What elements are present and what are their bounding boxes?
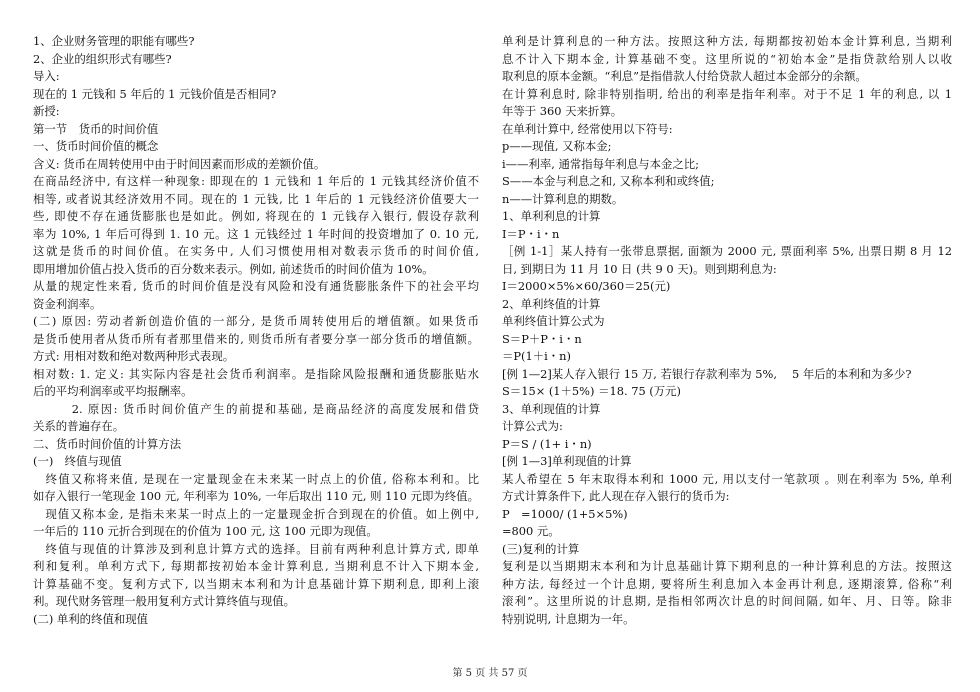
text-line: =800 元。 [502, 524, 560, 538]
text-line: S＝15× (1＋5%) ＝18. 75 (万元) [502, 384, 681, 398]
text-line: 相等, 或者说其经济效用不同。现在的 1 元钱, 比 1 年后的 1 元钱经济价值要大一 [33, 191, 479, 206]
text-line: 如存入银行一笔现金 100 元, 年利率为 10%, 一年后取出 110 元, 则 110 元即为终值。 [33, 489, 479, 503]
text-line: 取利息的原本金额。“利息”是指借款人付给贷款人超过本金部分的余额。 [502, 69, 867, 83]
text-line: 1、单利利息的计算 [502, 209, 601, 223]
text-line: 日, 到期日为 11 月 10 日 (共 9 0 天)。则到期利息为: [502, 261, 777, 276]
text-line: 是货币使用者从货币所有者那里借来的, 则货币所有者要分享一部分货币的增值额。 [33, 331, 479, 346]
text-line: 计算公式为: [502, 419, 563, 433]
text-line: n——计算利息的期数。 [502, 191, 624, 206]
text-line: 1、企业财务管理的职能有哪些? [33, 34, 195, 48]
right-column [502, 33, 952, 628]
text-line: 这就是货币的时间价值。在实务中, 人们习惯使用相对数表示货币的时间价值, [33, 244, 479, 258]
text-line: (二) 原因: 劳动者新创造价值的一部分, 是货币周转使用后的增值额。如果货币 [33, 314, 479, 328]
text-line: 第一节 货币的时间价值 [33, 121, 159, 136]
text-line: 二、货币时间价值的计算方法 [33, 436, 182, 451]
text-line: 导入: [33, 69, 60, 83]
text-line: [例 1—3]单利现值的计算 [502, 454, 632, 468]
text-line: 某人希望在 5 年末取得本利和 1000 元, 用以支付一笔款项 。则在利率为 5%, 单利 [502, 471, 952, 486]
text-line: 现值又称本金, 是指未来某一时点上的一定量现金折合到现在的价值。如上例中, [33, 506, 479, 521]
text-line: 相对数: 1. 定义: 其实际内容是社会货币利润率。是指除风险报酬和通货膨胀贴水 [33, 366, 479, 381]
text-line: 终值又称将来值, 是现在一定量现金在未来某一时点上的价值, 俗称本利和。比 [33, 471, 479, 486]
text-line: 息不计入下期本金, 计算基础不变。这里所说的“初始本金”是指贷款给别人以收 [502, 51, 952, 66]
text-line: 2、单利终值的计算 [502, 296, 601, 311]
text-line: I＝P・i・n [502, 226, 560, 241]
text-line: 方式: 用相对数和绝对数两种形式表现。 [33, 349, 235, 363]
text-line: (一) 终值与现值 [33, 454, 122, 468]
text-line: 在单利计算中, 经常使用以下符号: [502, 121, 673, 136]
text-line: S——本金与利息之和, 又称本利和或终值; [502, 174, 715, 188]
text-line: S＝P＋P・i・n [502, 331, 582, 346]
text-line: 单利终值计算公式为 [502, 314, 605, 328]
text-line: 3、单利现值的计算 [502, 401, 601, 416]
text-line: 种方法, 每经过一个计息期, 要将所生利息加入本金再计利息, 逐期滚算, 俗称“利 [502, 576, 952, 591]
text-line: i——利率, 通常指每年利息与本金之比; [502, 156, 699, 171]
text-line: 复利是以当期期末本利和为计息基础计算下期利息的一种计算利息的方法。按照这 [502, 559, 952, 573]
text-line: 关系的普遍存在。 [33, 419, 125, 433]
text-line: 特别说明, 计息期为一年。 [502, 611, 635, 626]
text-line: 利。现代财务管理一般用复利方式计算终值与现值。 [33, 594, 295, 608]
text-line: 些, 即使不存在通货膨胀也是如此。例如, 将现在的 1 元钱存入银行, 假设存款利 [33, 209, 479, 223]
text-line: ［例 1-1］某人持有一张带息票据, 面额为 2000 元, 票面利率 5%, 出票日期 8 月 12 [502, 244, 952, 258]
text-line: p——现值, 又称本金; [502, 139, 612, 153]
text-line: 含义: 货币在周转使用中由于时间因素而形成的差额价值。 [33, 156, 326, 171]
text-line: 率为 10%, 1 年后可得到 1. 10 元。这 1 元钱经过 1 年时间的投资增加了 0. 10 元, [33, 226, 479, 241]
text-line: 新授: [33, 104, 60, 118]
text-line: [例 1—2]某人存入银行 15 万, 若银行存款利率为 5%, 5 年后的本利和为多少? [502, 366, 912, 381]
text-line: 计算基础不变。复利方式下, 以当期末本利和为计息基础计算下期利息, 即利上滚 [33, 576, 479, 591]
text-line: 资金利润率。 [33, 296, 102, 311]
text-line: 在商品经济中, 有这样一种现象: 即现在的 1 元钱和 1 年后的 1 元钱其经济价值不 [33, 174, 479, 188]
text-line: 终值与现值的计算涉及到利息计算方式的选择。目前有两种利息计算方式, 即单 [33, 541, 479, 556]
page-footer: 第 5 页 共 57 页 [452, 668, 528, 679]
text-line: 即用增加价值占投入货币的百分数来表示。例如, 前述货币的时间价值为 10%。 [33, 261, 434, 276]
text-line: 后的平均利润率或平均报酬率。 [33, 384, 193, 398]
text-line: (三)复利的计算 [502, 541, 580, 556]
text-line: 利和复利。单利方式下, 每期都按初始本金计算利息, 当期利息不计入下期本金, [33, 559, 479, 573]
text-line: 在计算利息时, 除非特别指明, 给出的利率是指年利率。对于不足 1 年的利息, 以 1 [502, 86, 952, 101]
text-line: 单利是计算利息的一种方法。按照这种方法, 每期都按初始本金计算利息, 当期利 [502, 34, 952, 48]
text-line: (二) 单利的终值和现值 [33, 611, 149, 626]
text-line: 2、企业的组织形式有哪些? [33, 51, 172, 66]
text-line: 现在的 1 元钱和 5 年后的 1 元钱价值是否相同? [33, 86, 277, 101]
text-line: 年等于 360 天来折算。 [502, 104, 623, 118]
text-line: 滚利”。这里所说的计息期, 是指相邻两次计息的时间间隔, 如年、月、日等。除非 [502, 594, 952, 608]
text-line: ＝P(1＋i・n) [502, 349, 571, 363]
text-line: 方式计算条件下, 此人现在存入银行的货币为: [502, 489, 730, 503]
text-line: 一、货币时间价值的概念 [33, 139, 159, 153]
left-column [33, 33, 479, 628]
text-line: 2. 原因: 货币时间价值产生的前提和基础, 是商品经济的高度发展和借贷 [33, 401, 479, 416]
text-line: I＝2000×5%×60/360＝25(元) [502, 279, 671, 293]
text-line: 从量的规定性来看, 货币的时间价值是没有风险和没有通货膨胀条件下的社会平均 [33, 279, 479, 293]
text-line: P＝S / (1+ i・n) [502, 436, 592, 451]
text-line: P =1000/ (1+5×5%) [502, 506, 628, 521]
text-line: 一年后的 110 元折合到现在的价值为 100 元, 这 100 元即为现值。 [33, 524, 378, 538]
